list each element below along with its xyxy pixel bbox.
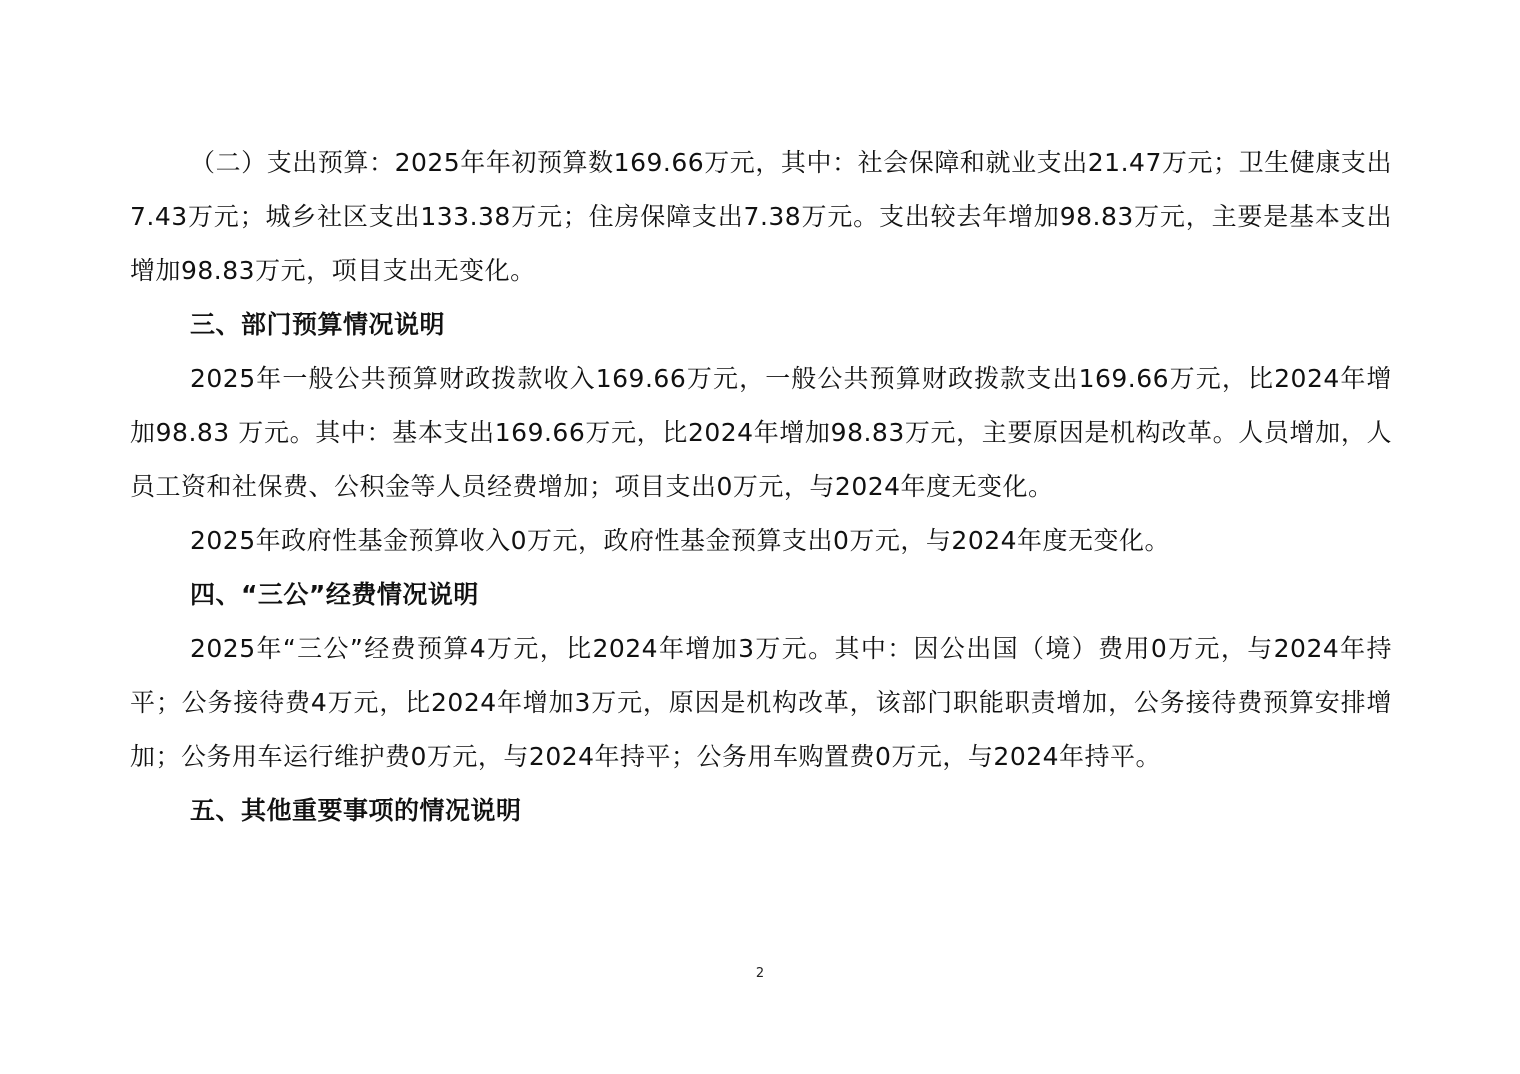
paragraph-government-fund: 2025年政府性基金预算收入0万元，政府性基金预算支出0万元，与2024年度无变化。 — [190, 526, 1171, 555]
document-body — [130, 136, 1392, 838]
paragraph-three-public-expenses: 2025年“三公”经费预算4万元，比2024年增加3万元。其中：因公出国（境）费用0万元，与2024年持平；公务接待费4万元，比2024年增加3万元，原因是机构改革，该部门职能职责增加，公务接待费预算安排增加；公务用车运行维护费0万元，与2024年持平；公务用车购置费0万元，与2024年持平。 — [130, 634, 1392, 771]
page-number: 2 — [755, 966, 765, 981]
paragraph-expenditure-budget: （二）支出预算：2025年年初预算数169.66万元，其中：社会保障和就业支出21.47万元；卫生健康支出7.43万元；城乡社区支出133.38万元；住房保障支出7.38万元。支出较去年增加98.83万元，主要是基本支出增加98.83万元，项目支出无变化。 — [130, 148, 1392, 285]
heading-three-public-expenses: 四、“三公”经费情况说明 — [190, 580, 479, 609]
heading-department-budget: 三、部门预算情况说明 — [190, 310, 446, 339]
heading-other-matters: 五、其他重要事项的情况说明 — [190, 796, 522, 825]
paragraph-general-budget: 2025年一般公共预算财政拨款收入169.66万元，一般公共预算财政拨款支出169.66万元，比2024年增加98.83 万元。其中：基本支出169.66万元，比2024年增加98.83万元，主要原因是机构改革。人员增加，人员工资和社保费、公积金等人员经费增加；项目支出0万元，与2024年度无变化。 — [130, 364, 1392, 501]
